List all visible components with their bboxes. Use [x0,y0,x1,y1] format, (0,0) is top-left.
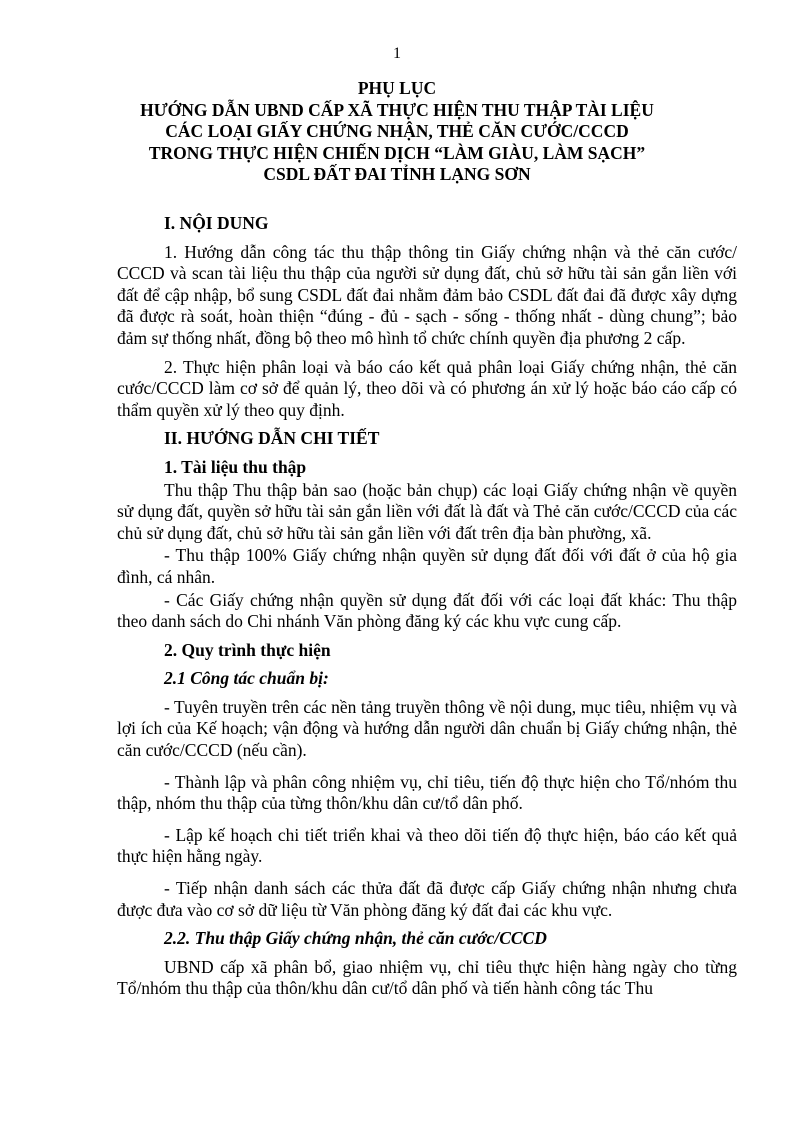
subsection-2-1-heading: 2.1 Công tác chuẩn bị: [164,668,329,689]
title-line-3: CÁC LOẠI GIẤY CHỨNG NHẬN, THẺ CĂN CƯỚC/CCCD [165,121,629,142]
subsection-2-1-paragraph-2: - Thành lập và phân công nhiệm vụ, chỉ tiêu, tiến độ thực hiện cho Tổ/nhóm thu thập, nhóm thu thập của từng thôn/khu dân cư/tổ dân phố. [117,771,737,814]
section-1-paragraph-2: 2. Thực hiện phân loại và báo cáo kết quả phân loại Giấy chứng nhận, thẻ căn cước/CCCD làm cơ sở để quản lý, theo dõi và có phương án xử lý hoặc báo cáo cấp có thẩm quyền xử lý theo quy định. [117,356,737,420]
title-line-5: CSDL ĐẤT ĐAI TỈNH LẠNG SƠN [263,164,531,185]
subsection-1-paragraph-2: - Thu thập 100% Giấy chứng nhận quyền sử dụng đất đối với đất ở của hộ gia đình, cá nhân. [117,545,737,587]
title-line-1: PHỤ LỤC [357,78,437,98]
subsection-2-1-paragraph-1: - Tuyên truyền trên các nền tảng truyền thông về nội dung, mục tiêu, nhiệm vụ và lợi ích của Kế hoạch; vận động và hướng dẫn người dân chuẩn bị Giấy chứng nhận, thẻ căn cước/CCCD (nếu cần). [117,696,737,761]
section-1-paragraph-1: 1. Hướng dẫn công tác thu thập thông tin Giấy chứng nhận và thẻ căn cước/ CCCD và scan tài liệu thu thập của người sử dụng đất, chủ sở hữu tài sản gắn liền với đất để cập nhập, bổ sung CSDL đất đai nhằm đảm bảo CSDL đất đai đã được xây dựng đã được rà soát, hoàn thiện “đúng - đủ - sạch - sống - thống nhất - dùng chung”; bảo đảm sự thống nhất, đồng bộ theo mô hình tổ chức chính quyền địa phương 2 cấp. [117,241,737,348]
subsection-1-paragraph-3: - Các Giấy chứng nhận quyền sử dụng đất đối với các loại đất khác: Thu thập theo danh sách do Chi nhánh Văn phòng đăng ký các khu vực cung cấp. [117,589,737,632]
subsection-2-1-paragraph-3: - Lập kế hoạch chi tiết triển khai và theo dõi tiến độ thực hiện, báo cáo kết quả thực hiện hằng ngày. [117,824,737,867]
section-1-heading: I. NỘI DUNG [164,213,269,233]
subsection-2-1-paragraph-4: - Tiếp nhận danh sách các thửa đất đã được cấp Giấy chứng nhận nhưng chưa được đưa vào cơ sở dữ liệu từ Văn phòng đăng ký đất đai các khu vực. [117,878,737,920]
title-line-2: HƯỚNG DẪN UBND CẤP XÃ THỰC HIỆN THU THẬP TÀI LIỆU [140,99,654,120]
subsection-2-2-heading: 2.2. Thu thập Giấy chứng nhận, thẻ căn cước/CCCD [164,928,547,949]
document-title [0,78,794,186]
subsection-1-heading: 1. Tài liệu thu thập [164,456,307,477]
subsection-2-2-paragraph-1: UBND cấp xã phân bổ, giao nhiệm vụ, chỉ tiêu thực hiện hàng ngày cho từng Tổ/nhóm thu thập của thôn/khu dân cư/tổ dân phố và tiến hành công tác Thu [117,956,737,999]
subsection-2-heading: 2. Quy trình thực hiện [164,639,331,660]
page-number: 1 [393,45,401,62]
document-body [117,213,737,1000]
subsection-1-paragraph-1: Thu thập Thu thập bản sao (hoặc bản chụp) các loại Giấy chứng nhận về quyền sử dụng đất, quyền sở hữu tài sản gắn liền với đất là đất và Thẻ căn cước/CCCD của các chủ sử dụng đất, chủ sở hữu tài sản gắn liền với đất trên địa bàn phường, xã. [117,479,737,543]
title-line-4: TRONG THỰC HIỆN CHIẾN DỊCH “LÀM GIÀU, LÀM SẠCH” [148,142,646,163]
section-2-heading: II. HƯỚNG DẪN CHI TIẾT [164,428,380,449]
